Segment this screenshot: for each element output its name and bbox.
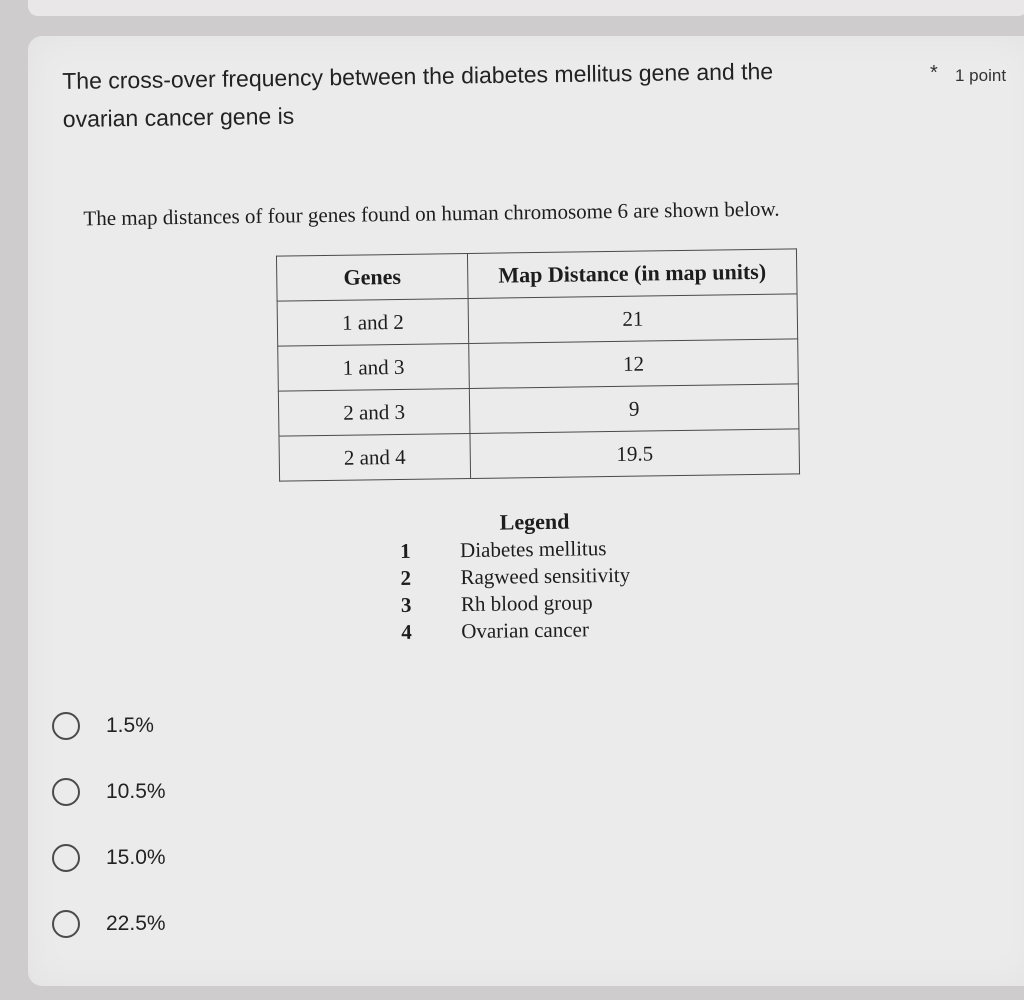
legend-label: Ragweed sensitivity — [460, 562, 631, 590]
legend-title: Legend — [499, 508, 570, 535]
required-asterisk: * — [930, 62, 938, 84]
points-label: 1 point — [955, 66, 1007, 85]
option-10-5-percent[interactable] — [52, 759, 166, 825]
legend-number: 2 — [400, 565, 412, 590]
option-label: 15.0% — [106, 846, 166, 869]
table-header-genes: Genes — [276, 253, 468, 301]
table-cell-genes: 2 and 4 — [279, 433, 471, 481]
legend-item — [390, 562, 630, 592]
table-cell-distance: 19.5 — [470, 429, 800, 479]
table-row — [277, 294, 798, 346]
legend-item — [391, 616, 631, 646]
map-distance-table — [276, 248, 800, 481]
table-row — [278, 339, 799, 391]
option-label: 1.5% — [106, 714, 154, 737]
radio-button[interactable] — [52, 910, 80, 938]
answer-options — [52, 693, 166, 957]
table-cell-distance: 21 — [468, 294, 798, 344]
legend-number: 4 — [401, 619, 412, 644]
radio-button[interactable] — [52, 778, 80, 806]
question-title-line-1: The cross-over frequency between the diabetes mellitus gene and the — [62, 58, 774, 94]
option-22-5-percent[interactable] — [52, 891, 166, 957]
table-header-row — [276, 249, 797, 301]
legend-item — [390, 535, 630, 565]
option-label: 22.5% — [106, 912, 166, 935]
table-row — [278, 384, 799, 436]
table-cell-genes: 2 and 3 — [278, 388, 470, 436]
table-row — [279, 429, 800, 481]
radio-button[interactable] — [52, 712, 80, 740]
table-cell-genes: 1 and 2 — [277, 298, 469, 346]
option-15-0-percent[interactable] — [52, 825, 166, 891]
image-intro-text: The map distances of four genes found on human chromosome 6 are shown below. — [83, 196, 780, 231]
option-label: 10.5% — [106, 780, 166, 803]
legend — [390, 507, 632, 646]
radio-button[interactable] — [52, 844, 80, 872]
table-cell-distance: 12 — [469, 339, 799, 389]
option-1-5-percent[interactable] — [52, 693, 166, 759]
table-header-distance: Map Distance (in map units) — [467, 249, 797, 299]
legend-label: Diabetes mellitus — [459, 536, 607, 563]
table-cell-genes: 1 and 3 — [278, 343, 470, 391]
legend-label: Ovarian cancer — [461, 617, 590, 644]
legend-label: Rh blood group — [460, 590, 593, 617]
table-cell-distance: 9 — [469, 384, 799, 434]
legend-item — [391, 589, 631, 619]
legend-number: 3 — [400, 592, 412, 617]
question-title-line-2: ovarian cancer gene is — [62, 102, 295, 132]
legend-number: 1 — [399, 538, 411, 563]
